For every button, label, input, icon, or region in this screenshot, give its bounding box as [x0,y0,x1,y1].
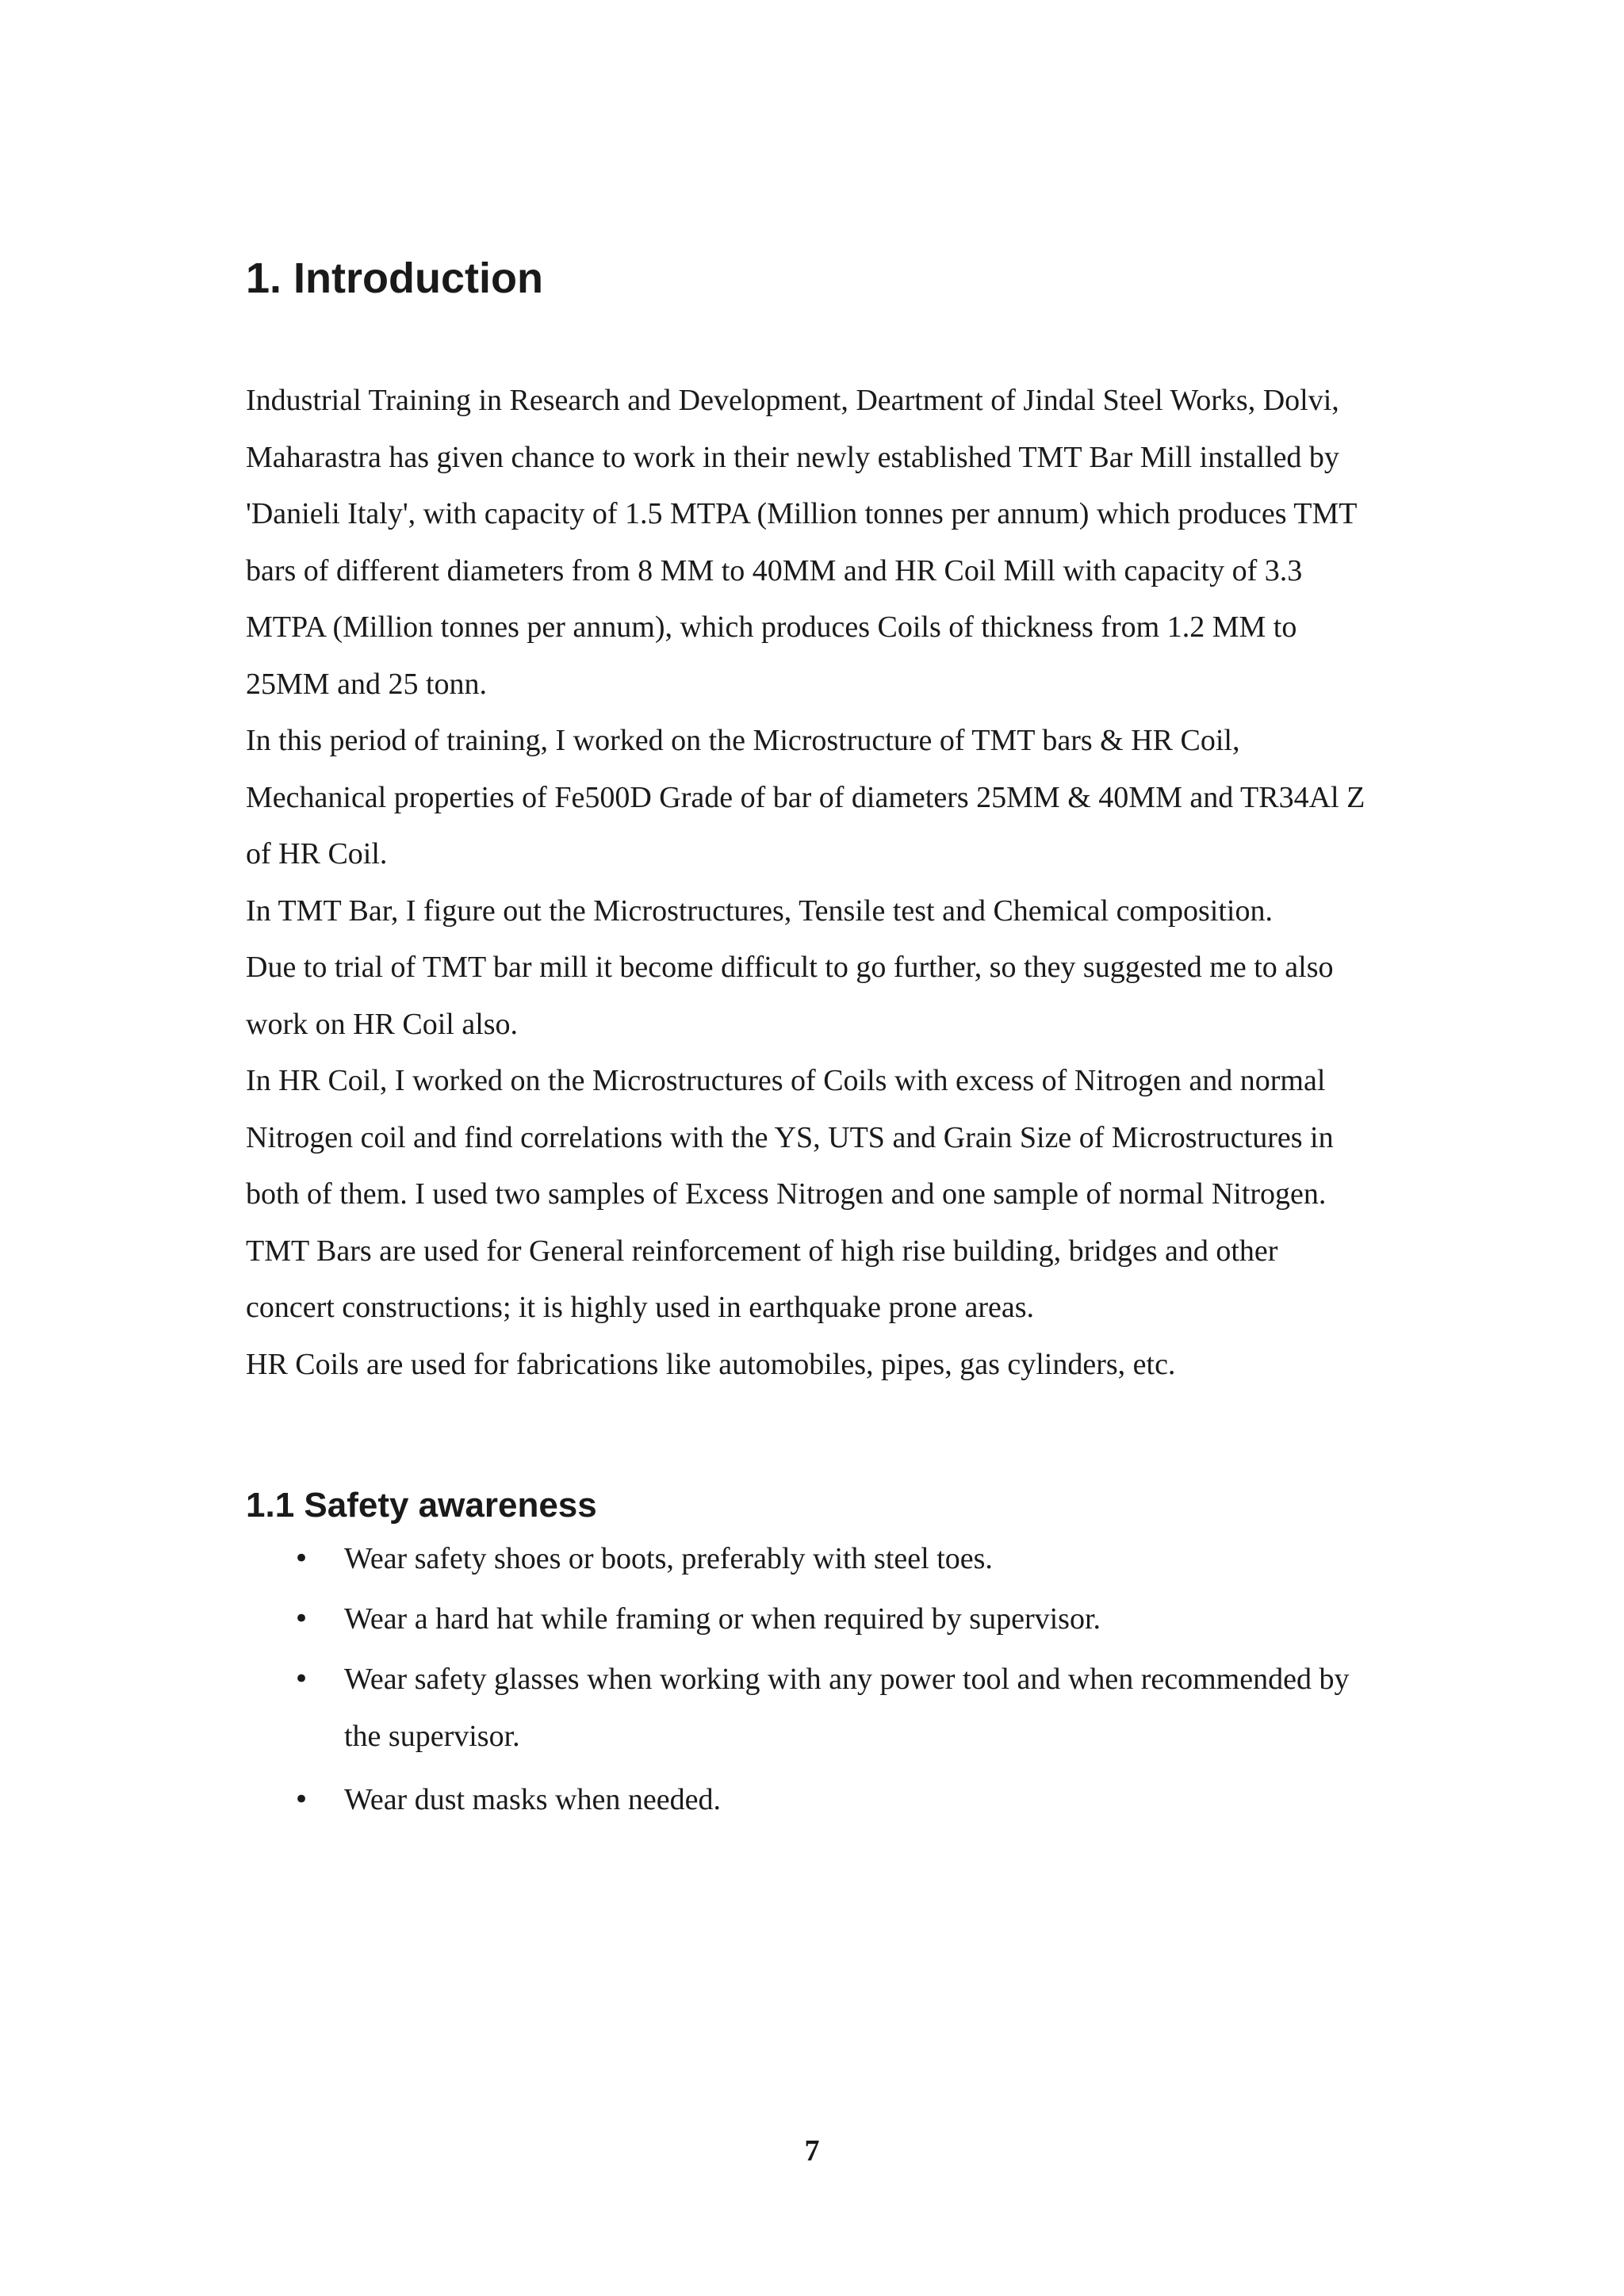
intro-line: In HR Coil, I worked on the Microstructures of Coils with excess of Nitrogen and normal [246,1064,1326,1097]
intro-line: In TMT Bar, I figure out the Microstructures, Tensile test and Chemical composition. [246,894,1273,928]
intro-line: Industrial Training in Research and Development, Deartment of Jindal Steel Works, Dolvi, [246,384,1339,417]
intro-line: of HR Coil. [246,837,388,871]
intro-line: Nitrogen coil and find correlations with the YS, UTS and Grain Size of Microstructures in [246,1120,1334,1154]
intro-line: TMT Bars are used for General reinforcement of high rise building, bridges and other [246,1234,1278,1268]
list-item [246,1651,1515,1765]
safety-list [246,1530,1515,1828]
intro-line: 25MM and 25 tonn. [246,667,487,701]
intro-line: work on HR Coil also. [246,1007,519,1041]
intro-line: 'Danieli Italy', with capacity of 1.5 MTPA (Million tonnes per annum) which produces TMT [246,497,1358,530]
list-item-text: Wear dust masks when needed. [344,1783,721,1816]
intro-line: HR Coils are used for fabrications like automobiles, pipes, gas cylinders, etc. [246,1347,1176,1381]
list-item [246,1530,1515,1587]
bullet-icon: • [293,1543,310,1575]
intro-line: both of them. I used two samples of Excess Nitrogen and one sample of normal Nitrogen. [246,1177,1327,1211]
list-item [246,1771,1515,1828]
intro-line: MTPA (Million tonnes per annum), which produces Coils of thickness from 1.2 MM to [246,610,1297,644]
list-item-text: Wear safety glasses when working with any power tool and when recommended by [344,1663,1350,1696]
bullet-icon: • [293,1784,310,1816]
intro-line: Maharastra has given chance to work in their newly established TMT Bar Mill installed by [246,440,1339,474]
intro-paragraphs [246,373,1483,1393]
bullet-icon: • [293,1663,310,1695]
bullet-icon: • [293,1603,310,1635]
intro-line: bars of different diameters from 8 MM to 40MM and HR Coil Mill with capacity of 3.3 [246,553,1303,587]
list-item-text: Wear safety shoes or boots, preferably with steel toes. [344,1542,993,1575]
page-number: 7 [804,2134,820,2168]
list-item [246,1590,1515,1647]
list-item-text: Wear a hard hat while framing or when required by supervisor. [344,1602,1101,1636]
intro-line: Due to trial of TMT bar mill it become difficult to go further, so they suggested me to also [246,951,1334,984]
intro-line: concert constructions; it is highly used in earthquake prone areas. [246,1291,1035,1324]
list-item-text: the supervisor. [344,1720,520,1753]
intro-line: In this period of training, I worked on the Microstructure of TMT bars & HR Coil, [246,724,1240,757]
section-heading: 1. Introduction [246,254,543,302]
subsection-heading: 1.1 Safety awareness [246,1486,597,1525]
intro-line: Mechanical properties of Fe500D Grade of bar of diameters 25MM & 40MM and TR34Al Z [246,780,1365,814]
